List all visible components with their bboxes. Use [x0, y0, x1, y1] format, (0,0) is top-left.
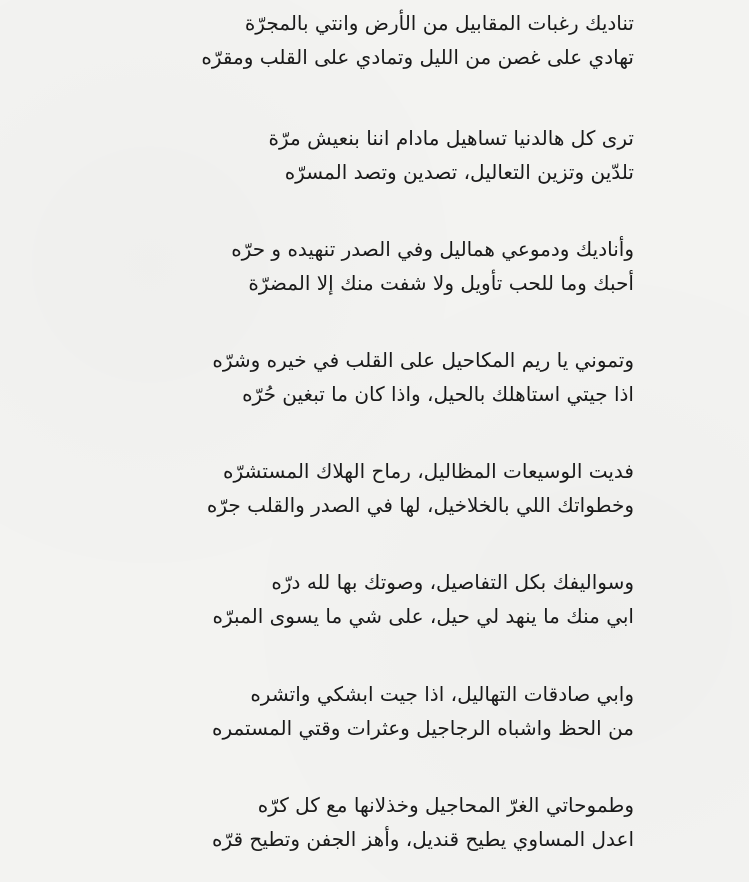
verse-line: وتموني يا ريم المكاحيل على القلب في خيره وشرّه: [212, 348, 634, 372]
stanza: [94, 454, 634, 522]
verse-line: تناديك رغبات المقابيل من الأرض وانتي بالمجرّة: [244, 11, 634, 35]
verse-line: من الحظ واشباه الرجاجيل وعثرات وقتي المستمره: [211, 716, 634, 740]
verse-line: اعدل المساوي يطيح قنديل، وأهز الجفن وتطيح قرّه: [211, 827, 634, 851]
stanza: [94, 565, 634, 633]
verse-line: وابي صادقات التهاليل، اذا جيت ابشكي واتشره: [250, 682, 634, 706]
verse-line: وطموحاتي الغرّ المحاجيل وخذلانها مع كل كرّه: [257, 793, 634, 817]
stanza: [94, 232, 634, 300]
verse-line: تلدّين وتزين التعاليل، تصدين وتصد المسرّه: [284, 160, 634, 184]
verse-line: اذا جيتي استاهلك بالحيل، واذا كان ما تبغين حُرّه: [242, 382, 634, 406]
verse-line: ابي منك ما ينهد لي حيل، على شي ما يسوى المبرّه: [212, 604, 634, 628]
stanza: [94, 6, 634, 74]
stanza: [94, 677, 634, 745]
stanza: [94, 121, 634, 189]
stanza: [94, 343, 634, 411]
verse-line: وأناديك ودموعي هماليل وفي الصدر تنهيده و حرّه: [231, 237, 634, 261]
verse-line: أحبك وما للحب تأويل ولا شفت منك إلا المضرّة: [248, 271, 634, 295]
verse-line: فديت الوسيعات المظاليل، رماح الهلاك المستشرّه: [223, 459, 634, 483]
verse-line: تهادي على غصن من الليل وتمادي على القلب ومقرّه: [201, 45, 634, 69]
verse-line: ترى كل هالدنيا تساهيل مادام اننا بنعيش مرّة: [268, 126, 634, 150]
stanza: [94, 788, 634, 856]
verse-line: وسواليفك بكل التفاصيل، وصوتك بها لله درّه: [271, 570, 634, 594]
verse-line: وخطواتك اللي بالخلاخيل، لها في الصدر والقلب جرّه: [206, 493, 634, 517]
